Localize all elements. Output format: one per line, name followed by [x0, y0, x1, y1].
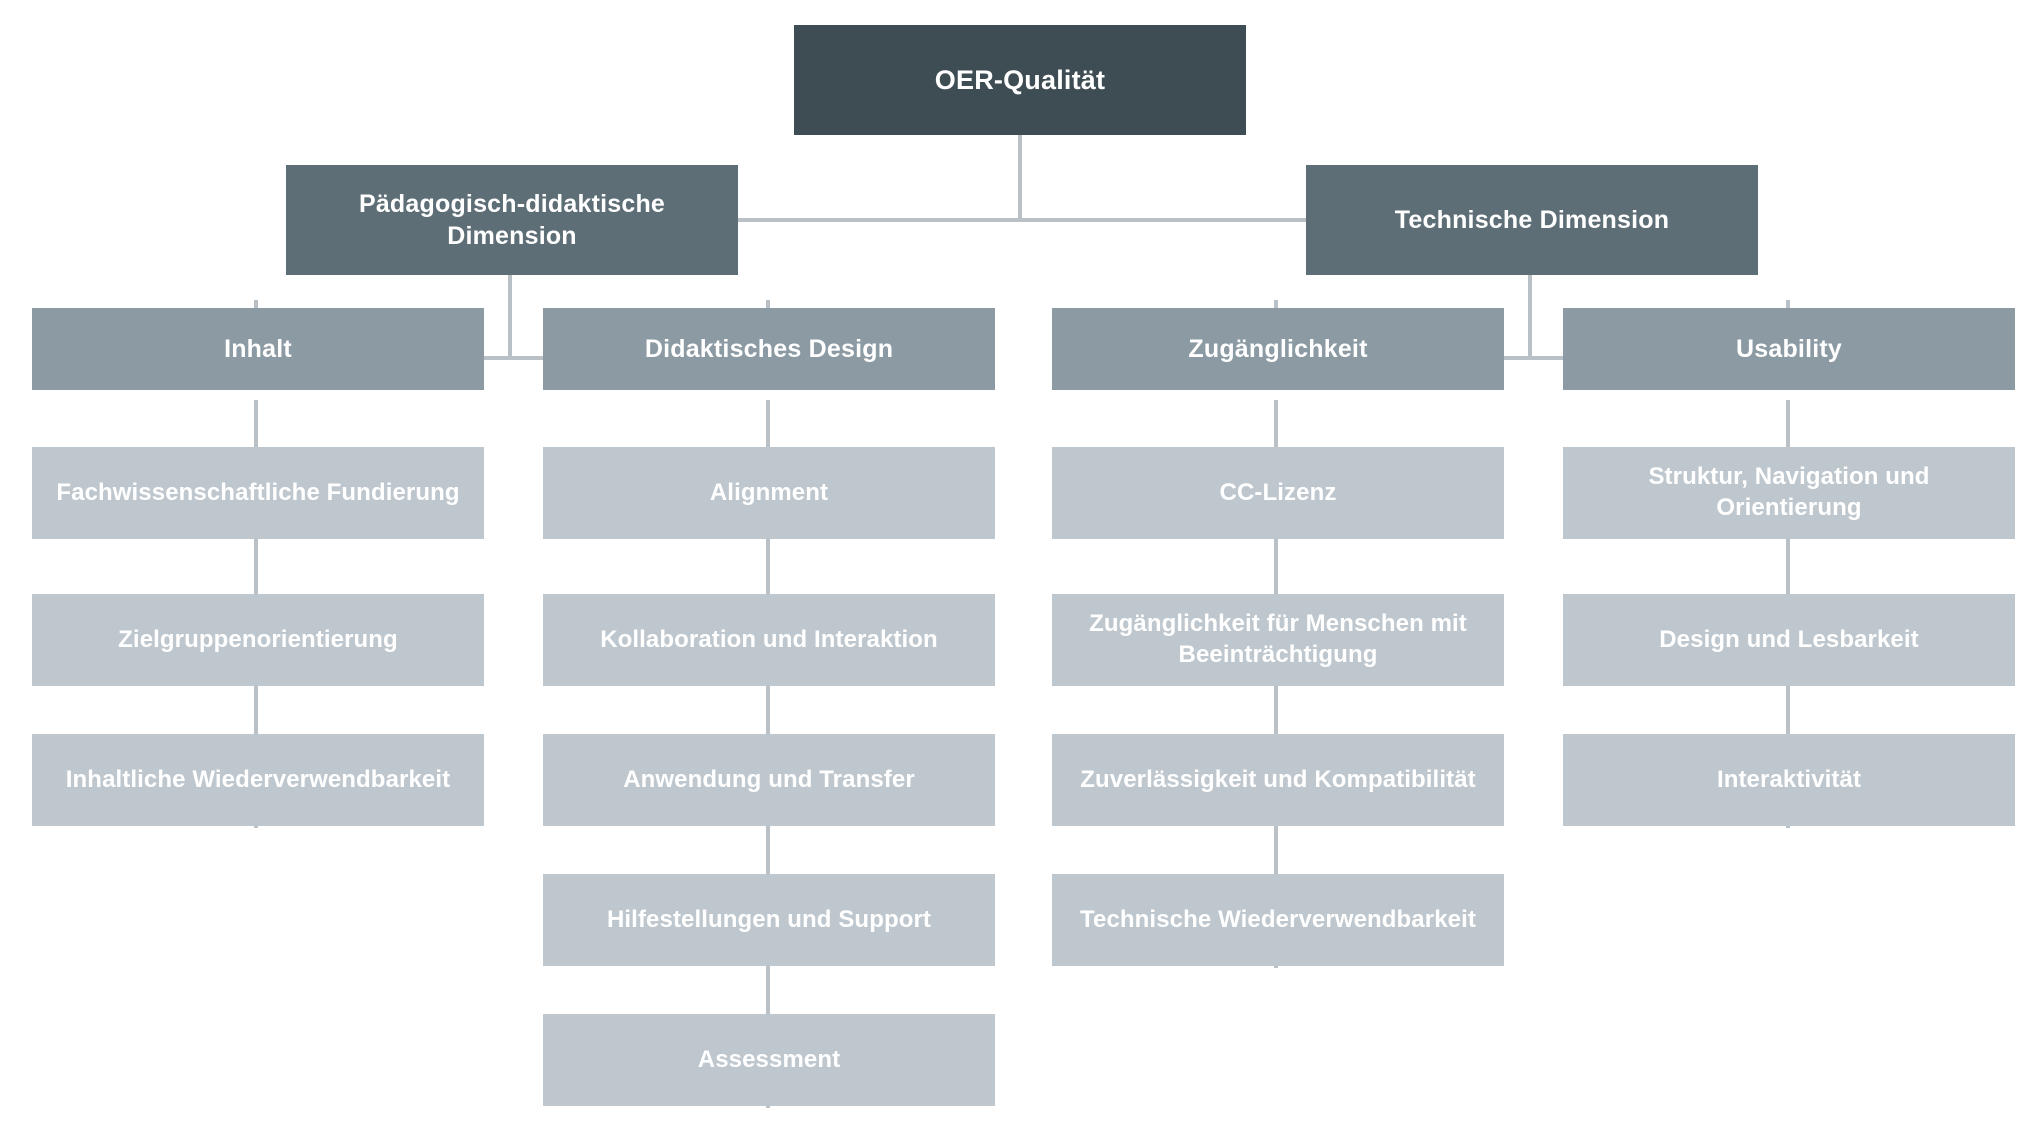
- node-item-alignment[interactable]: Alignment: [543, 447, 995, 539]
- connector-root-vertical: [1018, 135, 1022, 220]
- node-category-zugaenglichkeit[interactable]: Zugänglichkeit: [1052, 308, 1504, 390]
- node-item-fachwissenschaftliche-fundierung[interactable]: Fachwissenschaftliche Fundierung: [32, 447, 484, 539]
- node-item-interaktivitaet[interactable]: Interaktivität: [1563, 734, 2015, 826]
- node-dimension-paedagogisch[interactable]: Pädagogisch-didaktische Dimension: [286, 165, 738, 275]
- node-item-zugaenglichkeit-beeintraechtigung[interactable]: Zugänglichkeit für Menschen mit Beeinträchtigung: [1052, 594, 1504, 686]
- node-item-hilfestellungen-support[interactable]: Hilfestellungen und Support: [543, 874, 995, 966]
- node-category-inhalt[interactable]: Inhalt: [32, 308, 484, 390]
- node-dimension-technisch[interactable]: Technische Dimension: [1306, 165, 1758, 275]
- node-category-didaktisches-design[interactable]: Didaktisches Design: [543, 308, 995, 390]
- node-item-zielgruppenorientierung[interactable]: Zielgruppenorientierung: [32, 594, 484, 686]
- node-item-inhaltliche-wiederverwendbarkeit[interactable]: Inhaltliche Wiederverwendbarkeit: [32, 734, 484, 826]
- node-item-zuverlaessigkeit-kompatibilitaet[interactable]: Zuverlässigkeit und Kompatibilität: [1052, 734, 1504, 826]
- node-item-design-lesbarkeit[interactable]: Design und Lesbarkeit: [1563, 594, 2015, 686]
- node-item-cc-lizenz[interactable]: CC-Lizenz: [1052, 447, 1504, 539]
- node-item-struktur-navigation-orientierung[interactable]: Struktur, Navigation und Orientierung: [1563, 447, 2015, 539]
- node-item-assessment[interactable]: Assessment: [543, 1014, 995, 1106]
- node-item-kollaboration-interaktion[interactable]: Kollaboration und Interaktion: [543, 594, 995, 686]
- node-item-anwendung-transfer[interactable]: Anwendung und Transfer: [543, 734, 995, 826]
- node-root[interactable]: OER-Qualität: [794, 25, 1246, 135]
- node-category-usability[interactable]: Usability: [1563, 308, 2015, 390]
- node-item-technische-wiederverwendbarkeit[interactable]: Technische Wiederverwendbarkeit: [1052, 874, 1504, 966]
